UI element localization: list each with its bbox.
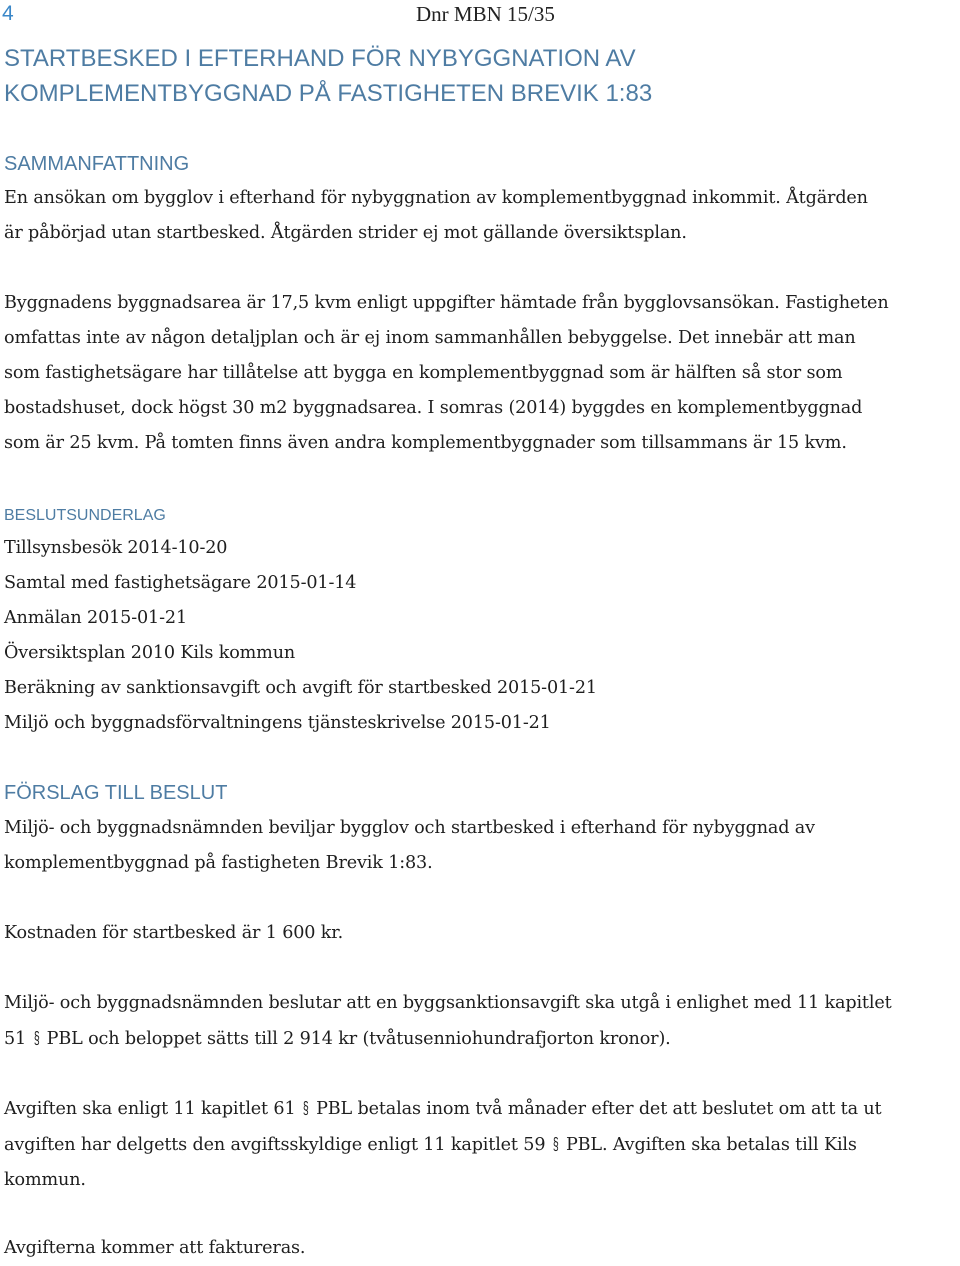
forslag-paragraph-2 [4,916,956,951]
text-line: Miljö- och byggnadsnämnden beslutar att en byggsanktionsavgift ska utgå i enlighet med 11 kapitlet [4,993,892,1013]
text-line: som fastighetsägare har tillåtelse att bygga en komplementbyggnad som är hälften så stor som [4,363,843,383]
sammanfattning-paragraph-1 [4,181,956,251]
text-line: komplementbyggnad på fastigheten Brevik 1:83. [4,853,433,873]
document-title [4,41,944,111]
text-line: som är 25 kvm. På tomten finns även andra komplementbyggnader som tillsammans är 15 kvm. [4,433,847,453]
section-heading-beslutsunderlag: BESLUTSUNDERLAG [4,507,166,524]
text-line: omfattas inte av någon detaljplan och är ej inom sammanhållen bebyggelse. Det innebär att man [4,328,856,348]
list-item: Anmälan 2015-01-21 [4,608,187,628]
text-line: Avgifterna kommer att faktureras. [4,1238,306,1258]
text-fragment: PBL betalas inom två månader efter det att beslutet om att ta ut [316,1099,882,1119]
text-line: är påbörjad utan startbesked. Åtgärden strider ej mot gällande översiktsplan. [4,223,687,243]
forslag-paragraph-3 [4,986,956,1057]
beslutsunderlag-list [4,531,956,741]
text-fragment: PBL och beloppet sätts till 2 914 kr (tvåtusenniohundrafjorton kronor). [46,1029,671,1049]
sammanfattning-paragraph-2 [4,286,956,461]
text-line: Miljö- och byggnadsnämnden beviljar bygglov och startbesked i efterhand för nybyggnad av [4,818,815,838]
page-number: 4 [2,2,14,25]
text-line: bostadshuset, dock högst 30 m2 byggnadsarea. I somras (2014) byggdes en komplementbyggnad [4,398,863,418]
text-line: Byggnadens byggnadsarea är 17,5 kvm enligt uppgifter hämtade från bygglovsansökan. Fastigheten [4,293,889,313]
text-line: kommun. [4,1170,86,1190]
section-heading-forslag-till-beslut: FÖRSLAG TILL BESLUT [4,782,228,804]
list-item: Översiktsplan 2010 Kils kommun [4,643,296,663]
text-fragment: avgiften har delgetts den avgiftsskyldige enligt 11 kapitlet 59 [4,1135,546,1155]
section-sign: § [302,1098,309,1118]
text-line [4,1021,956,1057]
text-line: En ansökan om bygglov i efterhand för nybyggnation av komplementbyggnad inkommit. Åtgärden [4,188,868,208]
text-fragment: 51 [4,1029,27,1049]
document-reference: Dnr MBN 15/35 [416,2,555,26]
list-item: Beräkning av sanktionsavgift och avgift för startbesked 2015-01-21 [4,678,597,698]
text-fragment: Avgiften ska enligt 11 kapitlet 61 [4,1099,296,1119]
title-line-1: STARTBESKED I EFTERHAND FÖR NYBYGGNATION AV [4,45,636,72]
list-item: Miljö och byggnadsförvaltningens tjänsteskrivelse 2015-01-21 [4,713,551,733]
text-line [4,1127,956,1163]
text-line [4,1091,956,1127]
text-fragment: PBL. Avgiften ska betalas till Kils [565,1135,857,1155]
section-sign: § [552,1134,559,1154]
section-heading-sammanfattning: SAMMANFATTNING [4,153,190,175]
list-item: Samtal med fastighetsägare 2015-01-14 [4,573,357,593]
title-line-2: KOMPLEMENTBYGGNAD PÅ FASTIGHETEN BREVIK 1:83 [4,80,653,107]
list-item: Tillsynsbesök 2014-10-20 [4,538,228,558]
text-line: Kostnaden för startbesked är 1 600 kr. [4,923,344,943]
forslag-paragraph-4 [4,1091,956,1198]
forslag-paragraph-1 [4,811,956,881]
section-sign: § [33,1028,40,1048]
